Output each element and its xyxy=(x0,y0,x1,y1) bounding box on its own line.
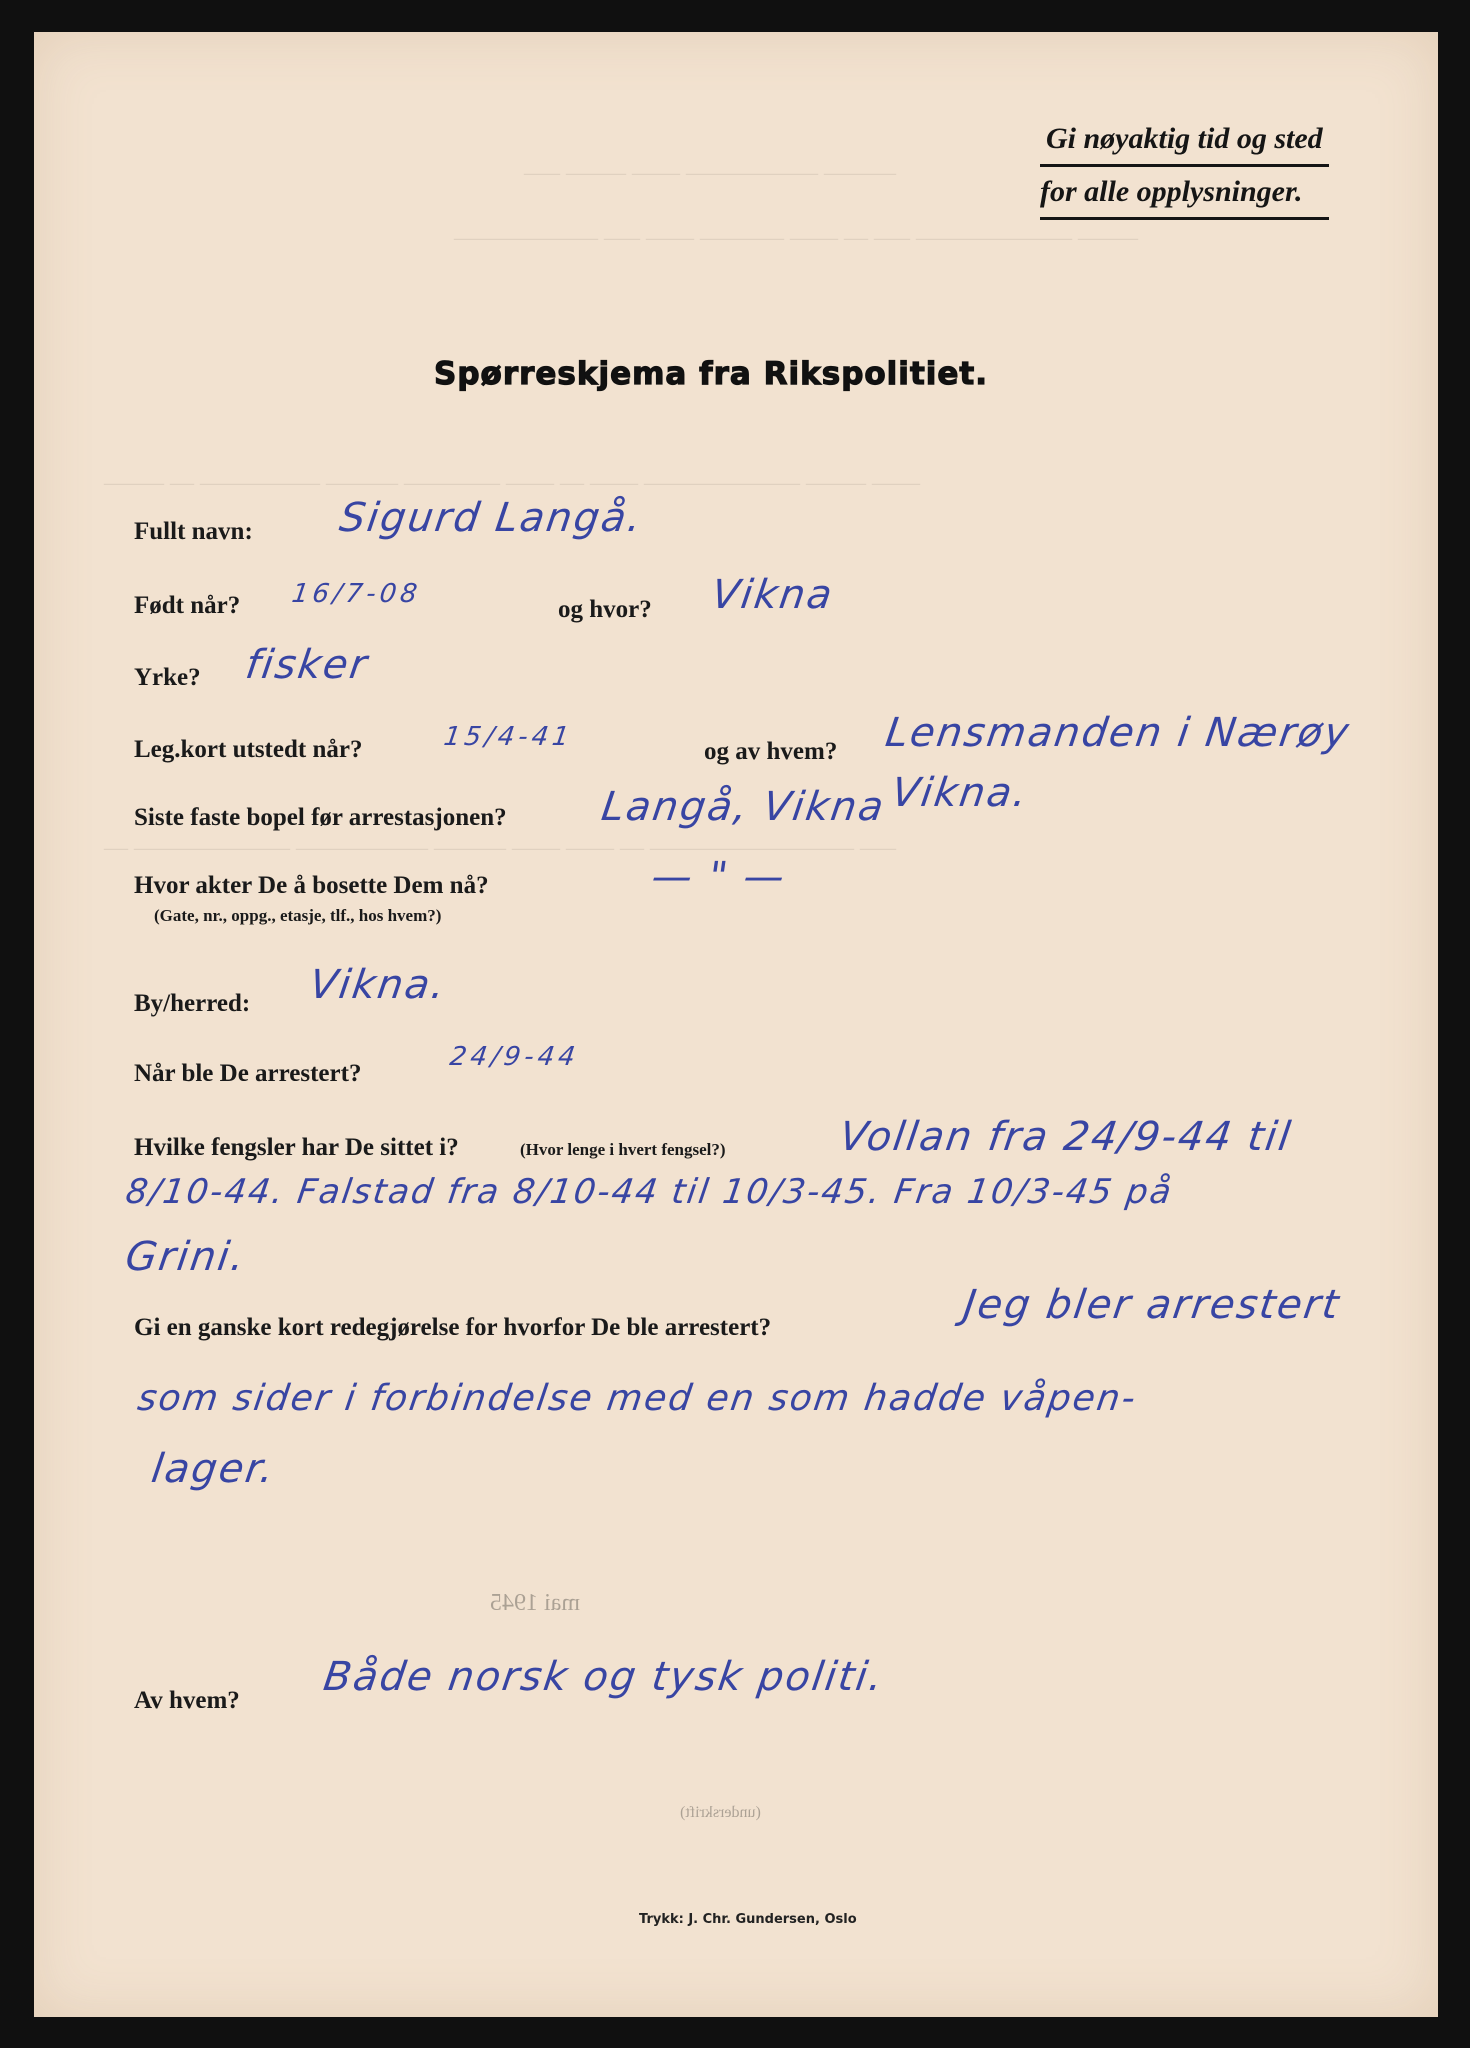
arrested-value: 24/9-44 xyxy=(447,1042,581,1072)
settle-sub-label: (Gate, nr., oppg., etasje, tlf., hos hvem?) xyxy=(154,906,442,925)
born-where-value: Vikna xyxy=(708,572,837,618)
prisons-label: Hvilke fengsler har De sittet i? xyxy=(134,1134,459,1161)
bleed-text: ___ _____ ____ ___________ ______ xyxy=(524,152,896,178)
idcard-by-value-2: Vikna. xyxy=(888,770,1032,816)
prisons-value-2: 8/10-44. Falstad fra 8/10-44 til 10/3-45. Fra 10/3-45 på xyxy=(123,1172,1176,1212)
prisons-sub-label: (Hvor lenge i hvert fengsel?) xyxy=(520,1140,726,1159)
form-title: Spørreskjema fra Rikspolitiet. xyxy=(434,356,989,392)
name-value: Sigurd Langå. xyxy=(336,495,646,541)
town-label: By/herred: xyxy=(134,990,251,1017)
reason-value-3: lager. xyxy=(148,1446,279,1492)
born-where-label: og hvor? xyxy=(558,596,652,623)
form-sheet xyxy=(34,32,1438,2017)
idcard-value: 15/4-41 xyxy=(441,722,575,752)
reason-value-2: som sider i forbindelse med en som hadde våpen- xyxy=(135,1378,1140,1419)
by-whom-value: Både norsk og tysk politi. xyxy=(320,1654,888,1700)
idcard-label: Leg.kort utstedt når? xyxy=(134,736,363,763)
show-through-date: mai 1945 xyxy=(490,1590,580,1616)
occupation-label: Yrke? xyxy=(134,664,201,691)
bleed-text: __ _____________ ___________ ______ ____ ____ __ _________________ ___ xyxy=(104,827,896,853)
reason-value-1: Jeg bler arrestert xyxy=(960,1282,1344,1328)
show-through-signature: (underskrift) xyxy=(680,1804,761,1821)
idcard-by-value-1: Lensmanden i Nærøy xyxy=(882,710,1354,756)
printer-credit: Trykk: J. Chr. Gundersen, Oslo xyxy=(639,1912,857,1927)
idcard-by-label: og av hvem? xyxy=(704,738,838,765)
prisons-value-1: Vollan fra 24/9-44 til xyxy=(836,1114,1296,1160)
residence-value: Langå, Vikna xyxy=(598,784,889,830)
born-label: Født når? xyxy=(134,592,241,619)
instruction-notice xyxy=(1040,114,1329,220)
occupation-value: fisker xyxy=(242,642,372,688)
bleed-text: ____________ ___ ____ _______ ____ __ ___ _____________ _____ xyxy=(454,217,1138,243)
notice-line-1: Gi nøyaktig tid og sted xyxy=(1040,114,1329,167)
notice-line-2: for alle opplysninger. xyxy=(1040,167,1329,220)
prisons-value-3: Grini. xyxy=(122,1234,249,1280)
arrested-label: Når ble De arrestert? xyxy=(134,1060,362,1087)
by-whom-label: Av hvem? xyxy=(134,1687,240,1714)
settle-label: Hvor akter De å bosette Dem nå? xyxy=(134,872,489,899)
town-value: Vikna. xyxy=(306,962,450,1008)
born-value: 16/7-08 xyxy=(289,579,423,609)
bleed-text: _____ __ __________ ______ ________ ____ __ ____ _____________ _____ ____ xyxy=(104,462,920,488)
settle-value: — " — xyxy=(648,854,790,900)
reason-label: Gi en ganske kort redegjørelse for hvorfor De ble arrestert? xyxy=(134,1314,772,1341)
name-label: Fullt navn: xyxy=(134,518,253,545)
residence-label: Siste faste bopel før arrestasjonen? xyxy=(134,804,507,831)
